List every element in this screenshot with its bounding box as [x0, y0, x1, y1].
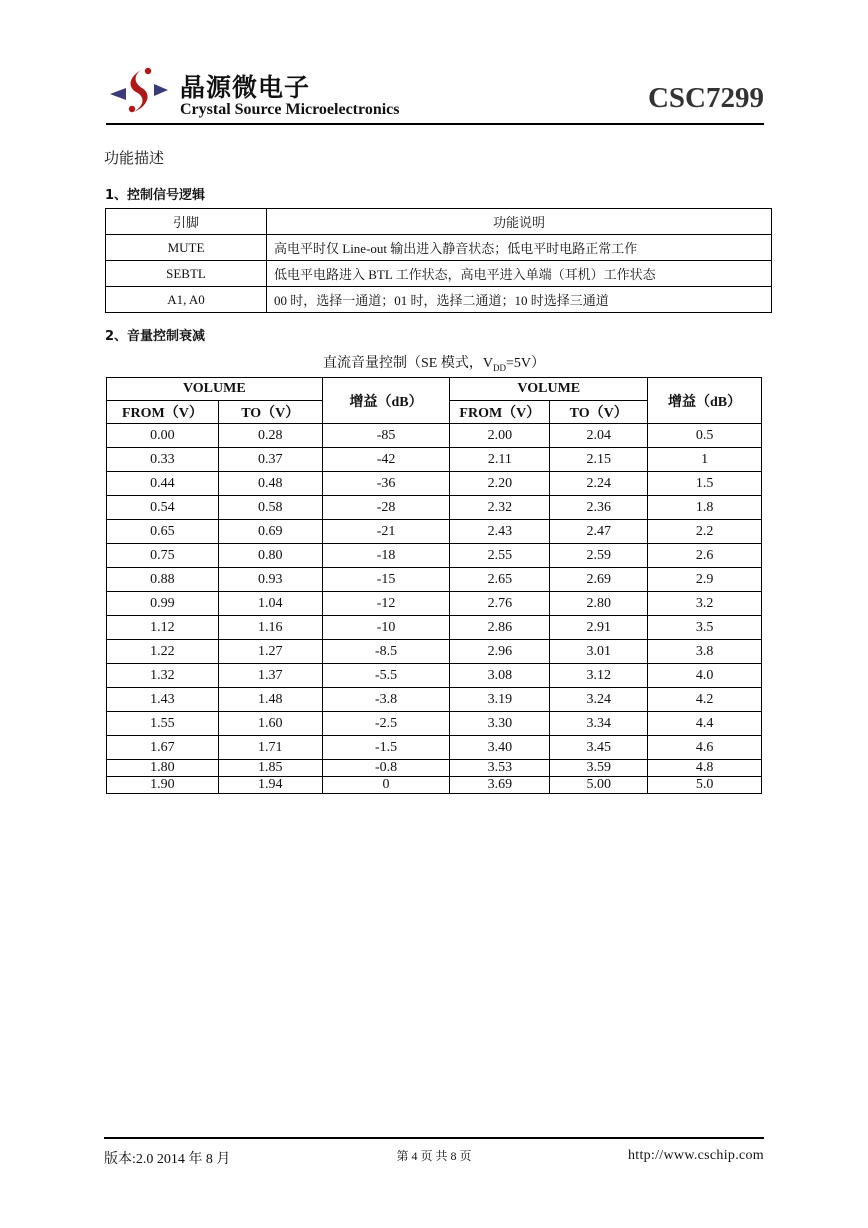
from-left-cell: 0.33 [107, 448, 219, 472]
to-left-cell: 0.28 [218, 424, 322, 448]
from-left-cell: 1.43 [107, 688, 219, 712]
table-caption [0, 352, 868, 373]
gain-header-left: 增益（dB） [322, 378, 450, 424]
from-right-cell: 2.43 [450, 520, 550, 544]
table-row [106, 261, 772, 287]
from-left-cell: 1.12 [107, 616, 219, 640]
volume-section-title: 2、音量控制衰减 [105, 329, 206, 344]
document-id: CSC7299 [647, 82, 764, 114]
to-right-cell: 2.69 [550, 568, 648, 592]
table-row [107, 712, 762, 736]
from-left-cell: 1.90 [107, 777, 219, 794]
from-left-cell: 0.99 [107, 592, 219, 616]
to-right-cell: 2.15 [550, 448, 648, 472]
pin-cell: A1, A0 [106, 287, 267, 313]
table-row [107, 472, 762, 496]
company-name-cn: 晶源微电子 [180, 73, 311, 102]
company-logo-icon [106, 64, 170, 114]
to-right-cell: 2.24 [550, 472, 648, 496]
to-left-cell: 0.58 [218, 496, 322, 520]
to-left-cell: 1.85 [218, 760, 322, 777]
from-left-cell: 1.32 [107, 664, 219, 688]
column-header-pin: 引脚 [106, 209, 267, 235]
table-row [107, 424, 762, 448]
gain-right-cell: 5.0 [648, 777, 762, 794]
from-right-cell: 2.86 [450, 616, 550, 640]
table-row [107, 616, 762, 640]
gain-left-cell: -2.5 [322, 712, 450, 736]
gain-right-cell: 0.5 [648, 424, 762, 448]
table-row [107, 736, 762, 760]
to-header-right: TO（V） [550, 401, 648, 424]
table-row [106, 287, 772, 313]
gain-right-cell: 4.8 [648, 760, 762, 777]
to-right-cell: 2.80 [550, 592, 648, 616]
to-right-cell: 2.36 [550, 496, 648, 520]
from-left-cell: 0.75 [107, 544, 219, 568]
from-left-cell: 0.65 [107, 520, 219, 544]
gain-right-cell: 2.9 [648, 568, 762, 592]
from-right-cell: 3.53 [450, 760, 550, 777]
gain-right-cell: 4.0 [648, 664, 762, 688]
from-right-cell: 2.76 [450, 592, 550, 616]
table-row [107, 568, 762, 592]
from-right-cell: 3.69 [450, 777, 550, 794]
gain-right-cell: 2.2 [648, 520, 762, 544]
gain-right-cell: 3.2 [648, 592, 762, 616]
to-right-cell: 3.34 [550, 712, 648, 736]
table-row [107, 777, 762, 794]
volume-attenuation-table [106, 377, 762, 794]
column-header-function: 功能说明 [267, 209, 772, 235]
from-right-cell: 2.11 [450, 448, 550, 472]
to-header-left: TO（V） [218, 401, 322, 424]
to-right-cell: 3.45 [550, 736, 648, 760]
gain-right-cell: 1.8 [648, 496, 762, 520]
company-name-en: Crystal Source Microelectronics [180, 101, 400, 118]
to-left-cell: 1.60 [218, 712, 322, 736]
gain-header-right: 增益（dB） [648, 378, 762, 424]
volume-table-body [107, 424, 762, 794]
from-left-cell: 0.44 [107, 472, 219, 496]
volume-header-right: VOLUME [450, 378, 648, 401]
to-right-cell: 3.59 [550, 760, 648, 777]
gain-left-cell: -1.5 [322, 736, 450, 760]
table-row [107, 664, 762, 688]
gain-right-cell: 4.2 [648, 688, 762, 712]
from-right-cell: 3.08 [450, 664, 550, 688]
from-right-cell: 2.55 [450, 544, 550, 568]
table-row [107, 640, 762, 664]
volume-header-left: VOLUME [107, 378, 323, 401]
to-right-cell: 2.59 [550, 544, 648, 568]
to-left-cell: 0.37 [218, 448, 322, 472]
from-left-cell: 1.55 [107, 712, 219, 736]
from-right-cell: 2.00 [450, 424, 550, 448]
to-left-cell: 1.37 [218, 664, 322, 688]
footer-page-number: 第 4 页 共 8 页 [396, 1149, 472, 1163]
table-row [106, 235, 772, 261]
page-header [106, 60, 764, 124]
header-divider [106, 123, 764, 125]
caption-suffix: =5V） [505, 356, 545, 371]
to-left-cell: 1.48 [218, 688, 322, 712]
to-left-cell: 1.94 [218, 777, 322, 794]
to-left-cell: 0.80 [218, 544, 322, 568]
gain-left-cell: -15 [322, 568, 450, 592]
gain-left-cell: -12 [322, 592, 450, 616]
to-left-cell: 0.69 [218, 520, 322, 544]
table-row [107, 544, 762, 568]
from-left-cell: 1.80 [107, 760, 219, 777]
from-right-cell: 2.32 [450, 496, 550, 520]
description-cell: 高电平时仅 Line-out 输出进入静音状态；低电平时电路正常工作 [267, 235, 772, 261]
gain-right-cell: 4.6 [648, 736, 762, 760]
from-right-cell: 3.40 [450, 736, 550, 760]
table-row [107, 448, 762, 472]
to-right-cell: 5.00 [550, 777, 648, 794]
gain-right-cell: 1.5 [648, 472, 762, 496]
from-right-cell: 2.20 [450, 472, 550, 496]
to-left-cell: 0.48 [218, 472, 322, 496]
gain-left-cell: -0.8 [322, 760, 450, 777]
gain-left-cell: -36 [322, 472, 450, 496]
table-row [107, 760, 762, 777]
to-right-cell: 2.91 [550, 616, 648, 640]
description-cell: 00 时，选择一通道；01 时，选择二通道；10 时选择三通道 [267, 287, 772, 313]
to-left-cell: 0.93 [218, 568, 322, 592]
from-header-left: FROM（V） [107, 401, 219, 424]
table-row [107, 688, 762, 712]
to-left-cell: 1.27 [218, 640, 322, 664]
gain-left-cell: -85 [322, 424, 450, 448]
from-right-cell: 3.30 [450, 712, 550, 736]
to-left-cell: 1.16 [218, 616, 322, 640]
gain-left-cell: 0 [322, 777, 450, 794]
description-cell: 低电平电路进入 BTL 工作状态，高电平进入单端（耳机）工作状态 [267, 261, 772, 287]
gain-left-cell: -28 [322, 496, 450, 520]
gain-left-cell: -42 [322, 448, 450, 472]
gain-left-cell: -5.5 [322, 664, 450, 688]
gain-right-cell: 3.5 [648, 616, 762, 640]
to-left-cell: 1.71 [218, 736, 322, 760]
control-logic-table [105, 208, 772, 313]
gain-right-cell: 2.6 [648, 544, 762, 568]
gain-right-cell: 3.8 [648, 640, 762, 664]
gain-right-cell: 4.4 [648, 712, 762, 736]
to-right-cell: 2.47 [550, 520, 648, 544]
from-left-cell: 1.67 [107, 736, 219, 760]
logic-section-title: 1、控制信号逻辑 [105, 188, 206, 203]
to-right-cell: 2.04 [550, 424, 648, 448]
from-left-cell: 0.00 [107, 424, 219, 448]
from-left-cell: 0.88 [107, 568, 219, 592]
to-left-cell: 1.04 [218, 592, 322, 616]
section-title: 功能描述 [104, 149, 165, 167]
gain-left-cell: -21 [322, 520, 450, 544]
gain-left-cell: -3.8 [322, 688, 450, 712]
table-row [107, 592, 762, 616]
to-right-cell: 3.01 [550, 640, 648, 664]
from-left-cell: 0.54 [107, 496, 219, 520]
pin-cell: MUTE [106, 235, 267, 261]
footer-version: 版本:2.0 2014 年 8 月 [104, 1152, 231, 1167]
from-header-right: FROM（V） [450, 401, 550, 424]
table-row [107, 520, 762, 544]
from-right-cell: 2.65 [450, 568, 550, 592]
to-right-cell: 3.24 [550, 688, 648, 712]
from-right-cell: 3.19 [450, 688, 550, 712]
gain-left-cell: -10 [322, 616, 450, 640]
gain-right-cell: 1 [648, 448, 762, 472]
gain-left-cell: -18 [322, 544, 450, 568]
pin-cell: SEBTL [106, 261, 267, 287]
to-right-cell: 3.12 [550, 664, 648, 688]
table-row [107, 496, 762, 520]
gain-left-cell: -8.5 [322, 640, 450, 664]
caption-prefix: 直流音量控制（SE 模式，V [323, 356, 493, 371]
from-left-cell: 1.22 [107, 640, 219, 664]
footer-url: http://www.cschip.com [627, 1148, 764, 1163]
footer-divider [104, 1137, 764, 1139]
from-right-cell: 2.96 [450, 640, 550, 664]
caption-subscript: DD [492, 362, 506, 373]
